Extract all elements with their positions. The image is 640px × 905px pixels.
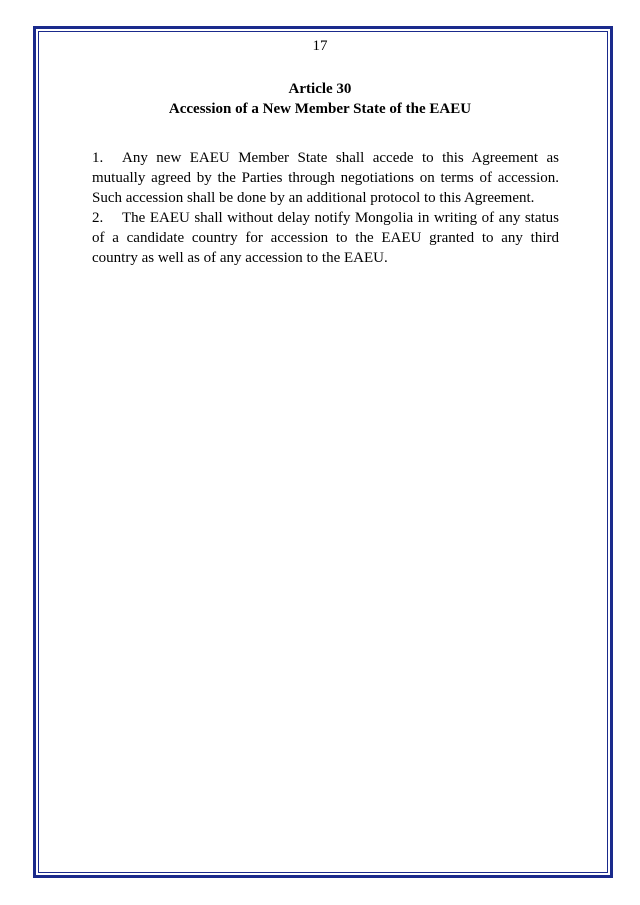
paragraph-number: 1. [92, 150, 104, 166]
paragraph-2 [92, 208, 559, 268]
article-number: Article 30 [288, 81, 352, 97]
paragraph-1 [92, 148, 559, 208]
article-title: Accession of a New Member State of the EAEU [168, 101, 472, 117]
page-number: 17 [312, 38, 328, 54]
article-body [92, 148, 559, 268]
paragraph-text: Any new EAEU Member State shall accede to this Agreement as mutually agreed by the Parties through negotiations on terms of accession. Such accession shall be done by an additional protocol to this Agreement. [92, 150, 559, 206]
paragraph-text: The EAEU shall without delay notify Mongolia in writing of any status of a candidate country for accession to the EAEU granted to any third country as well as of any accession to the EAEU. [92, 210, 559, 266]
article-heading [0, 79, 640, 119]
paragraph-number: 2. [92, 210, 104, 226]
